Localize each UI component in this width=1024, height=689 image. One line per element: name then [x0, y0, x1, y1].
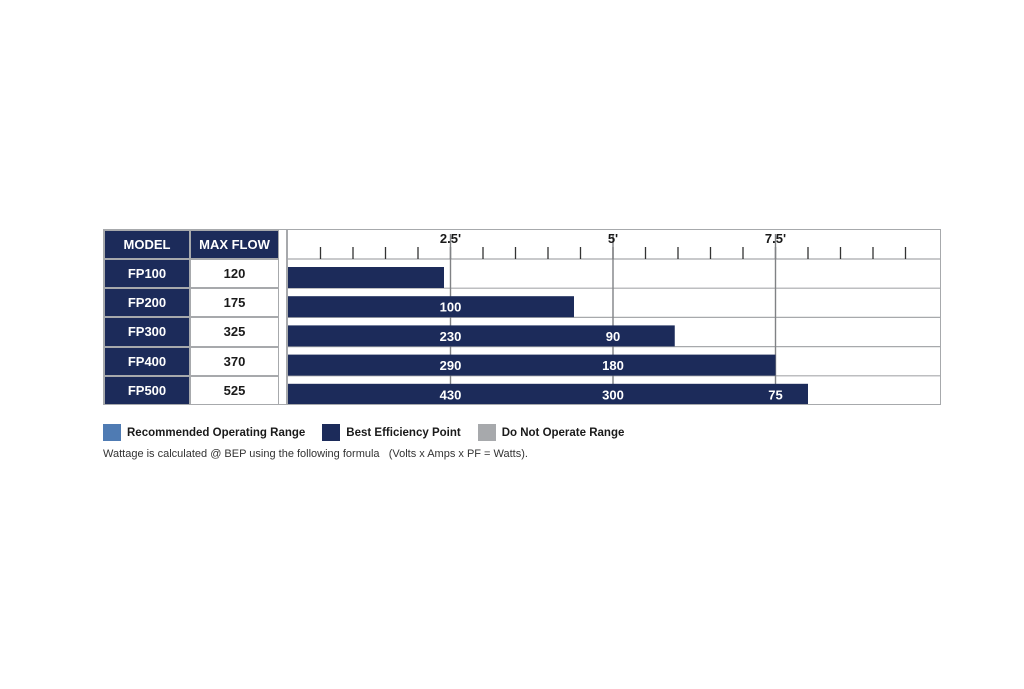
model-cell: FP200 — [104, 288, 190, 317]
legend-item-do-not-operate — [478, 424, 625, 441]
model-cell: FP400 — [104, 347, 190, 376]
bar-fp500 — [288, 384, 808, 404]
legend-swatch-best-efficiency — [322, 424, 340, 441]
max-flow-cell: 175 — [190, 288, 279, 317]
model-cell: FP300 — [104, 317, 190, 346]
max-flow-cell: 325 — [190, 317, 279, 346]
bar-data-label: 100 — [439, 299, 462, 315]
bar-fp400 — [288, 355, 776, 376]
max-flow-cell: 120 — [190, 259, 279, 288]
x-tick-label: 7.5' — [764, 231, 787, 246]
legend-label-do-not-operate: Do Not Operate Range — [501, 426, 625, 439]
bar-data-label: 75 — [768, 387, 783, 403]
bar-fp200 — [288, 296, 574, 317]
model-cell: FP100 — [104, 259, 190, 288]
legend — [103, 424, 641, 441]
bar-data-label: 180 — [602, 358, 624, 374]
header-model: MODEL — [104, 230, 190, 259]
bar-data-label: 90 — [605, 328, 621, 344]
model-cell: FP500 — [104, 376, 190, 405]
model-table — [104, 230, 279, 404]
bar-data-label: 300 — [602, 387, 624, 403]
legend-swatch-recommended — [103, 424, 121, 441]
bar-data-label: 230 — [439, 328, 462, 344]
legend-item-best-efficiency — [322, 424, 460, 441]
legend-item-recommended — [103, 424, 305, 441]
legend-label-best-efficiency: Best Efficiency Point — [346, 426, 461, 439]
bar-data-label: 290 — [439, 358, 462, 374]
bar-data-label: 430 — [439, 387, 462, 403]
header-max-flow: MAX FLOW — [190, 230, 279, 259]
x-tick-label: 5' — [607, 231, 619, 246]
max-flow-cell: 370 — [190, 347, 279, 376]
x-tick-label: 2.5' — [439, 231, 462, 246]
max-flow-cell: 525 — [190, 376, 279, 405]
pump-performance-chart — [103, 229, 941, 405]
bar-chart-area — [279, 230, 940, 404]
legend-label-recommended: Recommended Operating Range — [127, 426, 306, 439]
legend-swatch-do-not-operate — [478, 424, 496, 441]
bar-fp100 — [288, 267, 444, 288]
wattage-footnote: Wattage is calculated @ BEP using the following formula (Volts x Amps x PF = Watts). — [103, 448, 528, 460]
